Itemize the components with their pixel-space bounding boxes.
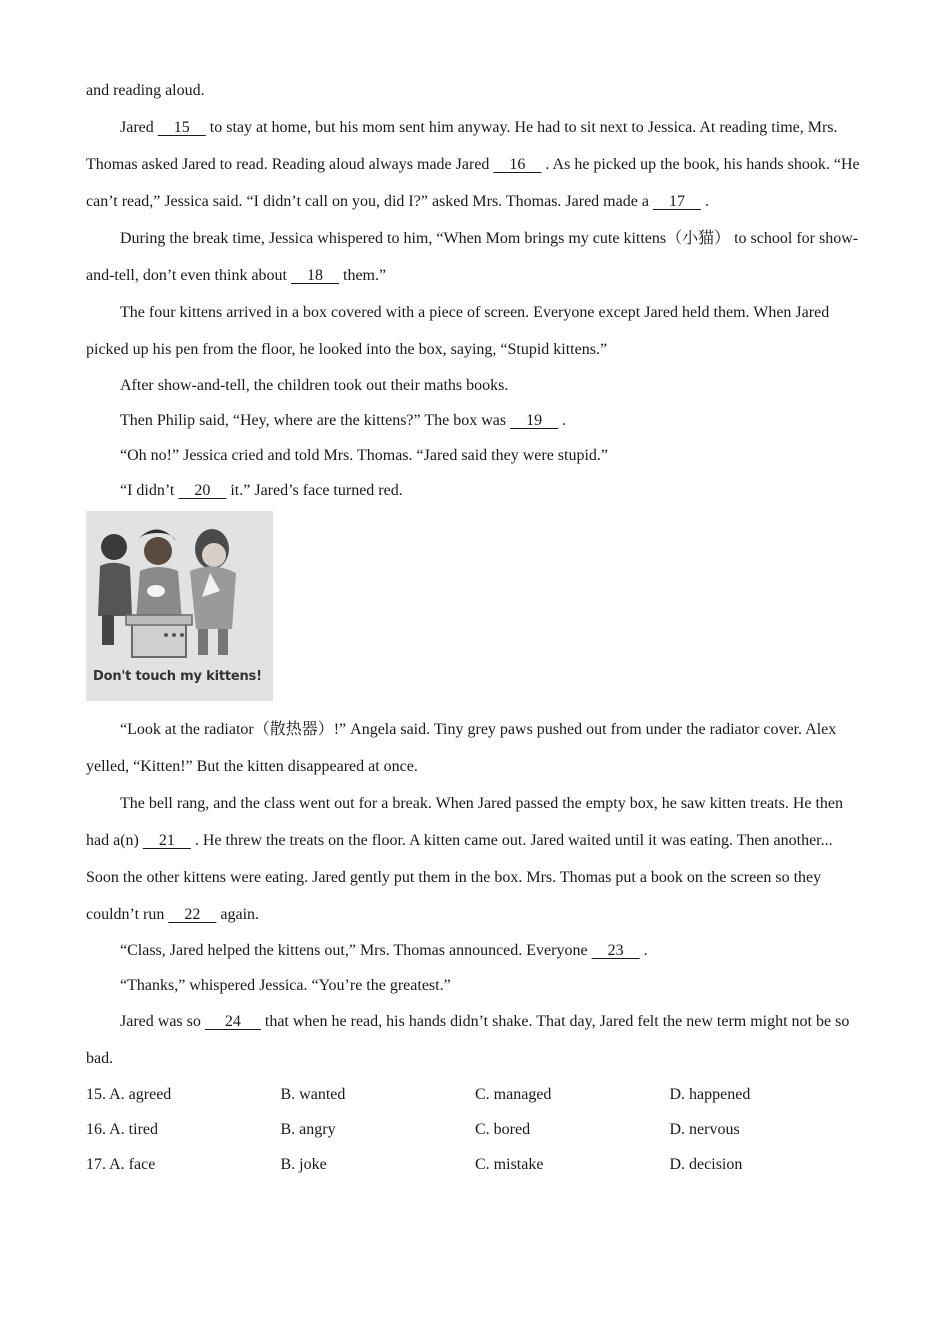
option-b: B. wanted [280, 1086, 346, 1103]
blank-21: 21 [142, 832, 191, 849]
paragraph: “Thanks,” whispered Jessica. “You’re the greatest.” [120, 977, 451, 994]
paragraph: The bell rang, and the class went out for a break. When Jared passed the empty box, he saw kitten treats. He then had a(n) 21 . He threw the treats on the floor. A kitten came out. Jared waited until it was eating. Then another... Soon the other kittens were eating. Jared gently put them in the box. Mrs. Thomas put a book on the screen so they couldn’t run 22 again. [86, 795, 844, 923]
blank-19: 19 [510, 412, 559, 429]
question-row [86, 1077, 864, 1112]
paragraph: The four kittens arrived in a box covered with a piece of screen. Everyone except Jared held them. When Jared picked up his pen from the floor, he looked into the box, saying, “Stupid kittens.” [86, 304, 830, 358]
paragraph: Jared 15 to stay at home, but his mom sent him anyway. He had to sit next to Jessica. At reading time, Mrs. Thomas asked Jared to read. Reading aloud always made Jared 16 . As he picked up the book, his hands shook. “He can’t read,” Jessica said. “I didn’t call on you, did I?” asked Mrs. Thomas. Jared made a 17 . [86, 119, 860, 210]
paragraph: “Class, Jared helped the kittens out,” Mrs. Thomas announced. Everyone 23 . [120, 942, 648, 959]
paragraph: “Oh no!” Jessica cried and told Mrs. Thomas. “Jared said they were stupid.” [120, 447, 609, 464]
option-c: C. managed [475, 1086, 552, 1103]
blank-24: 24 [204, 1013, 261, 1030]
paragraph: During the break time, Jessica whispered to him, “When Mom brings my cute kittens（小猫） to school for show-and-tell, don’t even think about 18 them.” [86, 230, 859, 284]
option-d: D. nervous [669, 1121, 740, 1138]
option-c: C. mistake [475, 1156, 544, 1173]
question-row [86, 1112, 864, 1147]
paragraph: “I didn’t 20 it.” Jared’s face turned red. [120, 482, 403, 499]
option-a: 17. A. face [86, 1156, 156, 1173]
blank-15: 15 [157, 119, 206, 136]
option-a: 16. A. tired [86, 1121, 158, 1138]
paragraph: Jared was so 24 that when he read, his hands didn’t shake. That day, Jared felt the new term might not be so bad. [86, 1013, 850, 1067]
blank-23: 23 [591, 942, 640, 959]
option-d: D. happened [669, 1086, 751, 1103]
question-row [86, 1147, 864, 1182]
paragraph: After show-and-tell, the children took out their maths books. [120, 377, 509, 394]
blank-17: 17 [652, 193, 701, 210]
option-d: D. decision [669, 1156, 743, 1173]
option-b: B. joke [280, 1156, 327, 1173]
kittens-illustration [86, 511, 273, 701]
paragraph: “Look at the radiator（散热器）!” Angela said. Tiny grey paws pushed out from under the radiator cover. Alex yelled, “Kitten!” But the kitten disappeared at once. [86, 721, 837, 775]
option-a: 15. A. agreed [86, 1086, 172, 1103]
blank-20: 20 [178, 482, 227, 499]
paragraph: and reading aloud. [86, 82, 205, 99]
blank-18: 18 [291, 267, 339, 284]
illustration-caption: Don't touch my kittens! [93, 669, 262, 684]
option-c: C. bored [475, 1121, 531, 1138]
paragraph: Then Philip said, “Hey, where are the kittens?” The box was 19 . [120, 412, 567, 429]
document-page [86, 72, 864, 1182]
blank-16: 16 [493, 156, 542, 173]
option-b: B. angry [280, 1121, 336, 1138]
blank-22: 22 [168, 906, 217, 923]
